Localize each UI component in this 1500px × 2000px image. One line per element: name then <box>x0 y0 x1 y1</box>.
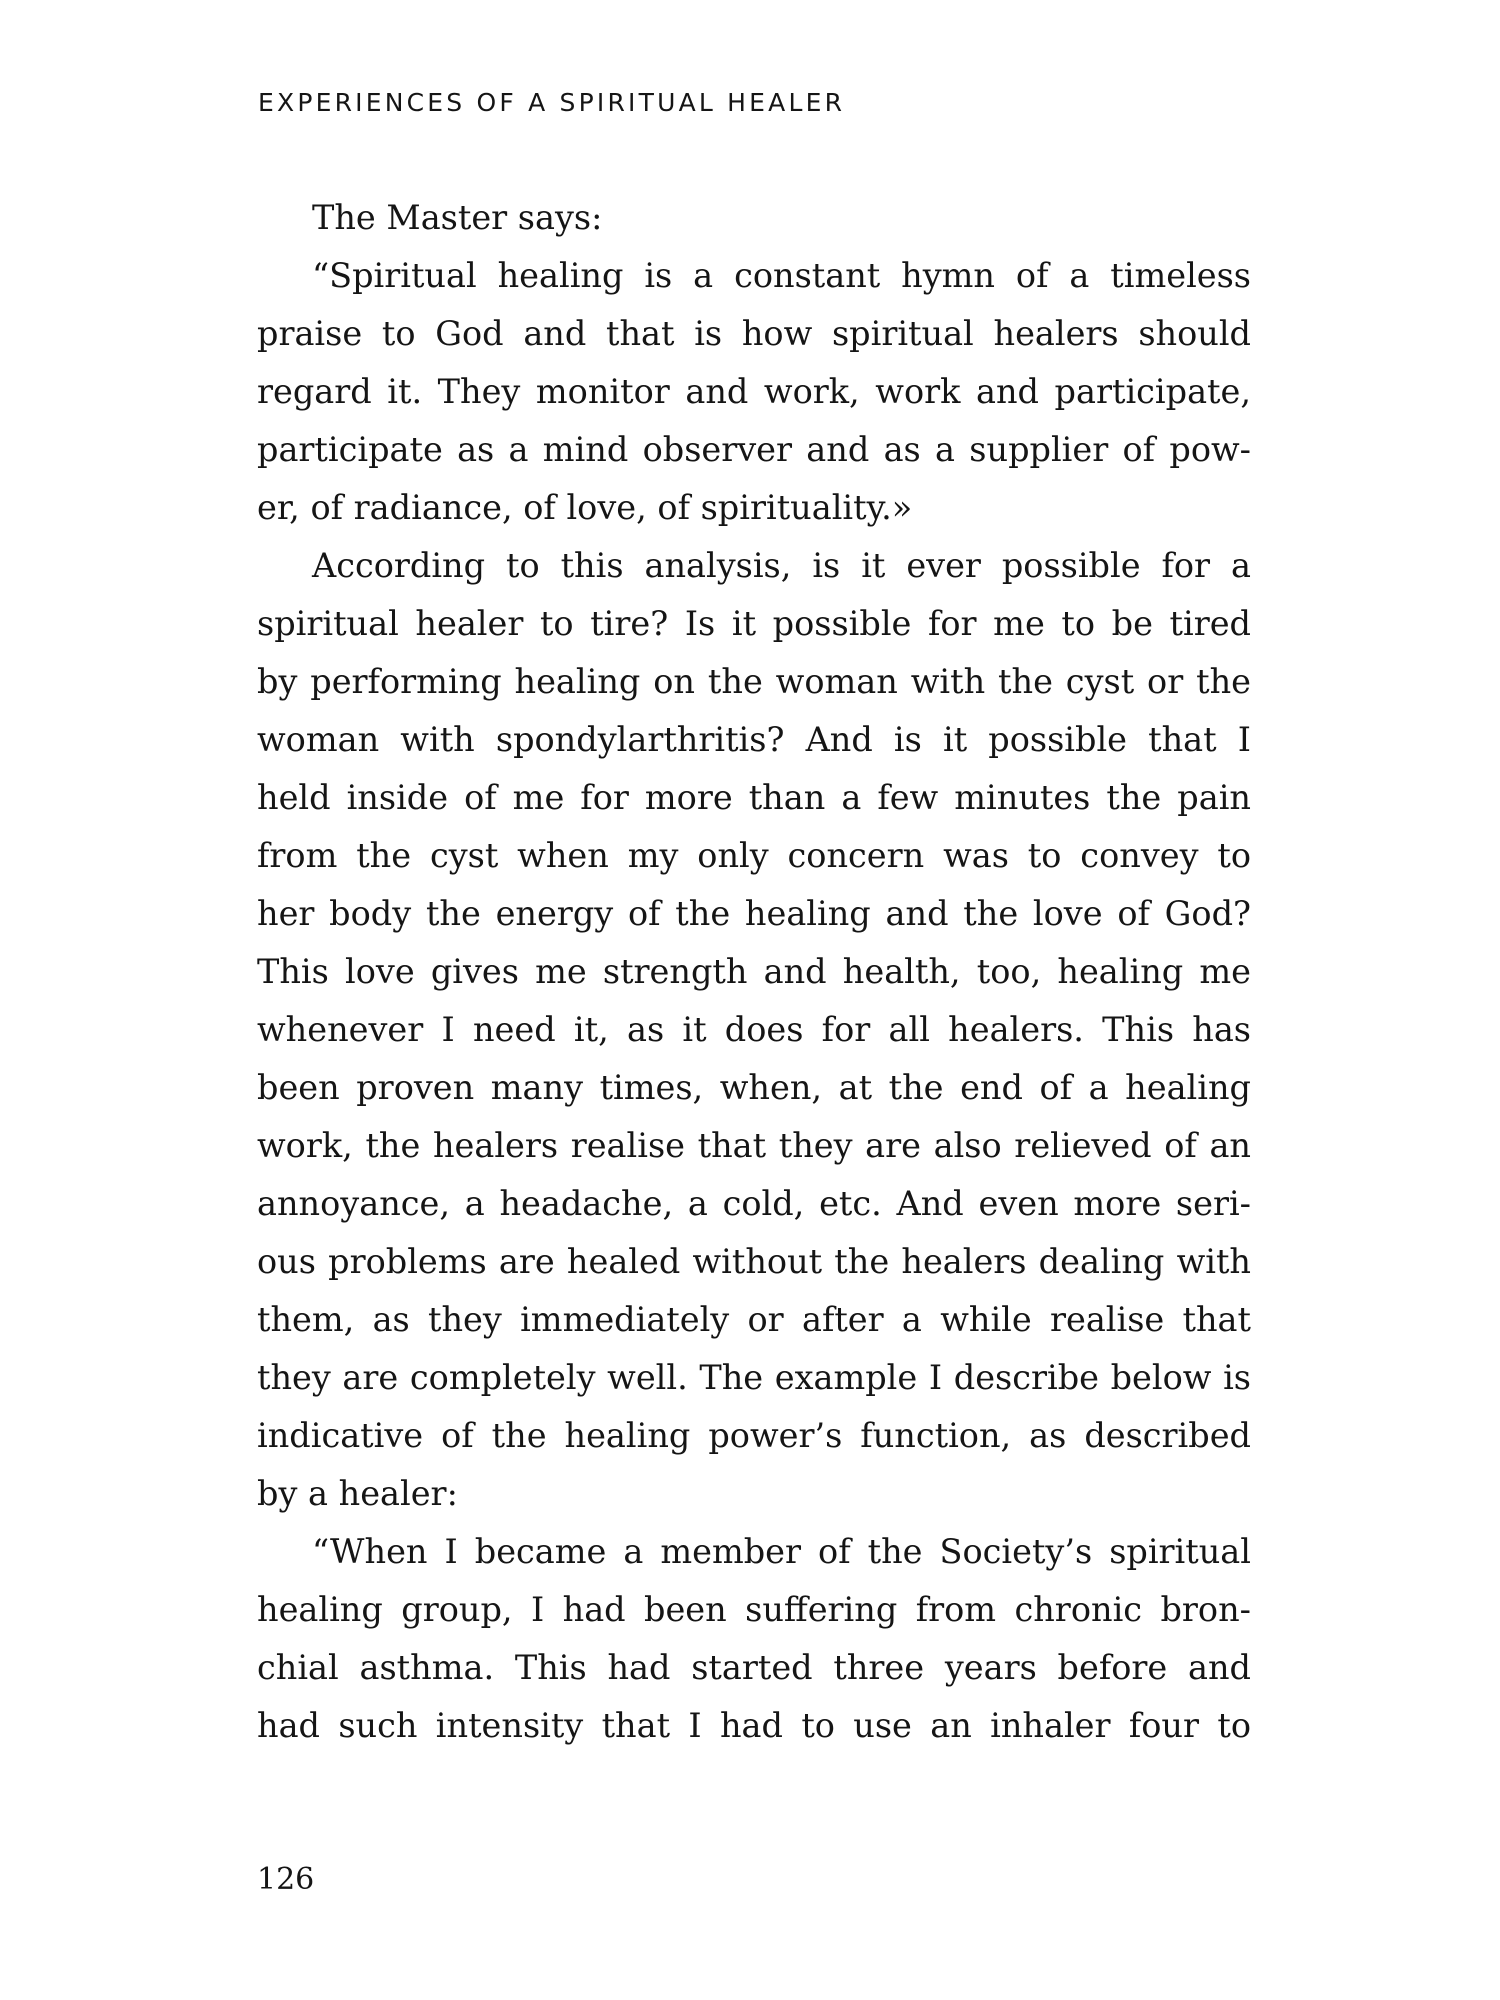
text-line: they are completely well. The example I describe below is <box>257 1358 1251 1397</box>
text-line: participate as a mind observer and as a supplier of pow- <box>257 430 1251 469</box>
text-line: This love gives me strength and health, too, healing me <box>257 952 1251 991</box>
text-line: According to this analysis, is it ever possible for a <box>312 546 1251 585</box>
page-number: 126 <box>257 1862 315 1897</box>
text-line: indicative of the healing power’s function, as described <box>257 1416 1251 1455</box>
text-line: been proven many times, when, at the end of a healing <box>257 1068 1251 1107</box>
text-line: regard it. They monitor and work, work and participate, <box>257 372 1251 411</box>
text-line: spiritual healer to tire? Is it possible for me to be tired <box>257 604 1251 643</box>
text-line: by a healer: <box>257 1474 458 1513</box>
text-line: had such intensity that I had to use an inhaler four to <box>257 1706 1251 1745</box>
text-line: “Spiritual healing is a constant hymn of a timeless <box>312 256 1251 295</box>
text-line: from the cyst when my only concern was to convey to <box>257 836 1251 875</box>
text-line: work, the healers realise that they are also relieved of an <box>257 1126 1251 1165</box>
text-line: woman with spondylarthritis? And is it possible that I <box>257 720 1251 759</box>
text-line: her body the energy of the healing and the love of God? <box>257 894 1251 933</box>
text-line: er, of radiance, of love, of spirituality.» <box>257 488 913 527</box>
text-line: The Master says: <box>312 198 603 237</box>
text-line: by performing healing on the woman with the cyst or the <box>257 662 1251 701</box>
text-line: praise to God and that is how spiritual healers should <box>257 314 1251 353</box>
text-line: held inside of me for more than a few minutes the pain <box>257 778 1251 817</box>
text-line: healing group, I had been suffering from chronic bron- <box>257 1590 1251 1629</box>
text-line: annoyance, a headache, a cold, etc. And even more seri- <box>257 1184 1251 1223</box>
text-line: “When I became a member of the Society’s spiritual <box>312 1532 1251 1571</box>
text-line: whenever I need it, as it does for all healers. This has <box>257 1010 1251 1049</box>
text-line: chial asthma. This had started three years before and <box>257 1648 1251 1687</box>
text-line: them, as they immediately or after a while realise that <box>257 1300 1251 1339</box>
running-head: EXPERIENCES OF A SPIRITUAL HEALER <box>258 88 846 117</box>
text-line: ous problems are healed without the healers dealing with <box>257 1242 1251 1281</box>
body-text <box>257 189 1251 1755</box>
